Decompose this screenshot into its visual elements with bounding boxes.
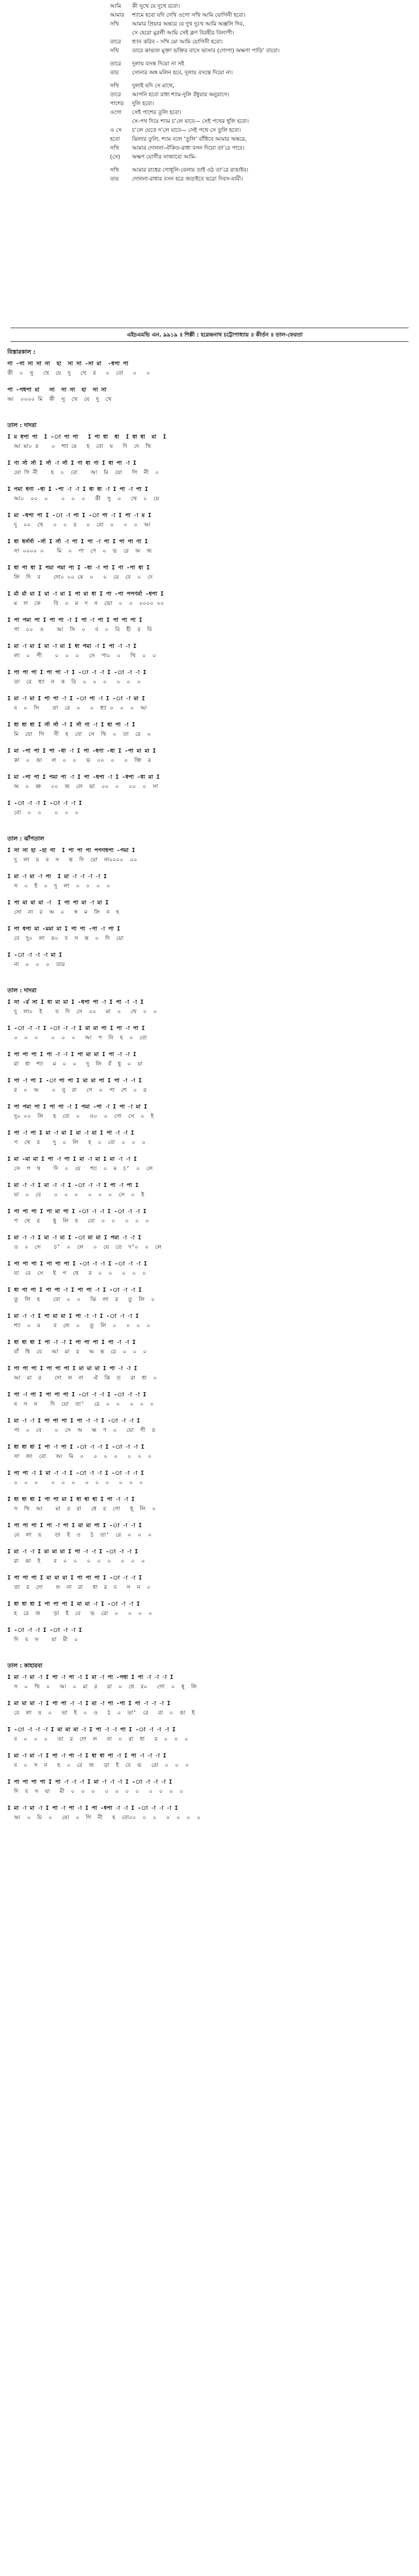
syllable-line: বো ০ ০ ০ ০ ০: [7, 810, 79, 816]
swara-line: I ধা পা পা I পা পা -া I পা পা -া I -া -া -া I: [7, 1287, 142, 1293]
lyric-text: আমার প্রিয়ার অন্তরে যে দুখ দুঃখ আমি অঞ্জলি দিব,: [132, 21, 245, 27]
lyric-speaker: তার: [110, 70, 119, 76]
lyric-speaker: [110, 117, 132, 126]
swara-line: I -া -া -া I -া -া -া I: [7, 1627, 82, 1633]
lyric-speaker: সখি: [110, 167, 119, 173]
syllable-line: ব ০ সি তা রে ০ ০ ধ্যা ০ ০ ০ আ: [7, 705, 147, 711]
swara-line: I পা মা মা মা -া I পা পা মা -া মা I: [7, 900, 109, 906]
lyric-line: [110, 99, 403, 108]
swara-line: I মা -া -া I পা মা মা I পা -া -া I -া -া -া I: [7, 1313, 139, 1319]
swara-line: I ধা ধা ধা I পা -া -া I পা পা পা I পা -া -া I: [7, 1339, 136, 1346]
swara-line: I -া -া -া -া মা I: [7, 952, 62, 958]
syllable-line: সা ০০০০ ০ মি ০ পা ণে ০ ভ রে অ জ: [7, 548, 152, 554]
lyric-text: অক্ষণ যোগীর সাজাবো আমি-: [132, 154, 197, 160]
notation-row: [7, 872, 412, 891]
lyric-speaker: হবো: [110, 136, 120, 142]
lyric-line: [110, 126, 403, 135]
section-label: বিস্তারকাল :: [7, 349, 36, 355]
lyric-text: ধ্যান করিব - সখি মো আমি যোগিনী হবো।: [132, 39, 223, 45]
notation-row: [7, 537, 412, 556]
swara-line: I মা -া মা -া I পা -া পা -া I ধা ধা পা -া I পা -া -া -া I: [7, 1753, 167, 1759]
swara-line: I ধা ধা ধা I পা -া পা I -া -া -া I -া -া -া I: [7, 1444, 145, 1450]
notation-row: [7, 1181, 412, 1200]
notation-row: [7, 385, 412, 404]
swara-line: I পা পা পা I পা পা পা I -া -া -া I -া -া -া I: [7, 1261, 147, 1267]
syllable-line: দু লা য় ব স ন্ত দি য়ো না০০০০ ০০: [7, 857, 137, 863]
lyric-speaker: সখি: [110, 145, 119, 151]
lyric-line: [110, 47, 403, 55]
notation-row: [7, 485, 412, 503]
syllable-line: ম ল কে বি ০ ম দ ন ভো ০ ০ ০০০০ ০০: [7, 600, 164, 607]
syllable-line: তু লি হ বো ০ ০ ঝি লা র তু লি ০: [7, 1296, 155, 1303]
syllable-line: স খি আ মা র রা ধে র গো ধূ লি ০: [7, 1506, 156, 1512]
lyric-speaker: সখি: [110, 48, 119, 54]
lyric-line: [110, 162, 403, 166]
syllable-line: রা ধা শ্যা ম ০ ০ দু লি বঁ ধু ০ য়া: [7, 1061, 143, 1067]
lyric-line: [110, 2, 403, 11]
lyric-line: [110, 82, 403, 91]
notation-row: [7, 458, 412, 477]
lyric-line: [110, 153, 403, 162]
lyric-line: [110, 91, 403, 99]
lyric-line: [110, 55, 403, 60]
swara-line: I মা -ধপা পা I -া -া পা I -া পা -া I পা -া ম I: [7, 512, 151, 519]
lyric-line: [110, 175, 403, 184]
syllable-line: কী ০ সু খে যে দু খে র ০ বো ০ ০: [7, 370, 150, 376]
syllable-line: ব ০ স ন হ ০ রে জ ড়া ই বে ভ রো ০ ০ ০: [7, 1762, 189, 1768]
syllable-line: বে লা য় ০ তা ই ০ ও ঠ ০ তা’ রে রা ০ ঙা ই: [7, 1710, 195, 1716]
syllable-line: তা রে ধ্যা ন ক রি ০ ০ ০ ০ ০ ০: [7, 679, 141, 685]
notation-row: [7, 799, 412, 817]
syllable-line: যো গি নী হ ০ বো আ মি যো গি নী ০: [7, 469, 159, 476]
syllable-line: লা ০ পী ০ ০ ০ সে পা০ ০ খি ০ ০: [7, 653, 156, 659]
syllable-line: সে প থ দি ০ য়ে শ্যা ০ ম চ’ ০ লে: [7, 1166, 153, 1172]
notation-row: [7, 1416, 412, 1435]
syllable-line: ব স ন দি য়ো তা’ রে ০ ০ ০ ০ ০: [7, 1401, 154, 1407]
swara-line: I -া -া -া I -া -া -া I: [7, 800, 82, 807]
syllable-line: লি দি ব দো০ ০০ ষে ০ ০ যে বে ০ দে: [7, 574, 153, 580]
syllable-line: বে দু০ লা য়০ ব স ন্ত ০ দি য়ো: [7, 935, 124, 942]
syllable-line: আ ০ মি ০ যো ০ গি নী হ বো০০ ০ ০ ০ ০ ০ ০: [7, 1815, 201, 1821]
lyric-line: [110, 20, 403, 29]
syllable-line: প থে র ধু লি হ বো ০ ০ ০ ০ ০: [7, 1218, 149, 1224]
notation-row: [7, 1364, 412, 1383]
lyric-speaker: ও সে: [110, 127, 122, 133]
lyric-line: [110, 135, 403, 144]
notation-row: [7, 846, 412, 865]
swara-line: I মা -া মা -া I পা -া পা -া I মা -া পা -পধা I পা -া -া -া I: [7, 1674, 173, 1681]
swara-line: I মা -া -া I পা পা পা I পা -া -া I -া -া -া I: [7, 1418, 140, 1424]
notation-row: [7, 1547, 412, 1566]
swara-line: I ণা র্সা র্সা I র্সা -া র্সা I ণা ধা ণা I ধা পা -া I: [7, 460, 137, 466]
notation-row: [7, 1699, 412, 1718]
swara-line: I মা -পা পা I পমা পা -া I পা -ধপা -া I -ধপা -ধা মা I: [7, 774, 160, 780]
syllable-line: বে লা য় তা ই ও ঠ তা’ রে ০ ০ ০: [7, 1532, 152, 1538]
notation-row: [7, 1573, 412, 1592]
swara-line: I পা -া পা I মা -া মা I মা -া মা I পা -া -া I: [7, 1130, 134, 1136]
syllable-line: যা ০ বে ০ ০ ০ ০ ০ ০ সে ০ ই: [7, 1192, 145, 1198]
lyric-text: দুলায় বসন্ত দিয়ো না সই: [132, 61, 184, 67]
notation-row: [7, 1599, 412, 1618]
lyric-line: [110, 38, 403, 47]
syllable-line: পা ০ বে ০ সে অ ক্ষ ণ ০ যো গী র: [7, 1427, 155, 1433]
syllable-line: ০ ০ ০ ০ ০ ০ ০ ০ ০ ০ ০ ০: [7, 1480, 143, 1486]
swara-line: I মা -া -া I মা মা মা I পা -া -া I -া -া -া I: [7, 1549, 138, 1555]
notation-row: [7, 898, 412, 917]
swara-line: পা -পধপা মা সা সা সা হা সা সা: [7, 387, 107, 393]
notation-row: [7, 359, 412, 378]
lyric-text: সেই পাশের তুলি হবো।: [132, 109, 182, 116]
lyric-speaker: সখি: [110, 83, 119, 89]
lyric-text: দুলি হবো।: [132, 100, 155, 107]
notation-row: [7, 1469, 412, 1487]
notation-row: [7, 1338, 412, 1357]
syllable-line: ০ ০ ০ ০ ০ ০ আ প নি হ ০ বো: [7, 1035, 147, 1041]
swara-line: I পমা ধণা -ধা I -পা -া -া I ধা ধা -া I পা -া পা I: [7, 486, 148, 492]
section-label: তাল : ঝাঁপতাল: [7, 835, 45, 842]
swara-line: I মা -মা মা I পা -া পা I মা -া মা I মা -া -া I: [7, 1156, 137, 1162]
syllable-line: প থে র দু ০ লি হ ০ বো ০ ০ ০: [7, 1139, 146, 1146]
swara-line: I পা পা পা I পা মা পা I -া -া -া I -া -া -া I: [7, 1208, 147, 1215]
lyric-speaker: আমার: [110, 12, 124, 18]
lyric-line: [110, 11, 403, 20]
lyric-speaker: তার: [110, 176, 119, 182]
swara-line: I মা -া মা I মা -া মা I ধা পমা -া I পা -া -া I: [7, 643, 137, 649]
swara-line: I পা পা -া I মা -া -া I -া -া -া I -া -া -া I: [7, 1470, 144, 1476]
syllable-line: আ মা র দো ল না ঐ কি ত রা ধা ০: [7, 1375, 157, 1381]
swara-line: I -া -া -া -া I মা মা মা -া I পা -া -া পা I -া -া -া -া I: [7, 1727, 176, 1733]
notation-row: [7, 1050, 412, 1069]
notation-row: [7, 1442, 412, 1461]
syllable-line: তা র দো ল না রা ধা র ব স ন ০: [7, 1584, 151, 1591]
lyric-speaker: আমি: [110, 3, 122, 9]
notation-row: [7, 1259, 412, 1278]
notation-row: [7, 432, 412, 451]
syllable-line: রা ঙা ই ব ০ ০ ০ ০ ০ ০ ০ ০: [7, 1558, 145, 1564]
syllable-line: গা ০০ ও আ সি ০ ব ০ বি হী র বি: [7, 626, 152, 633]
swara-line: I পা পা পা I পা পা পা I মা মা মা I পা -া -া I: [7, 1365, 137, 1372]
lyric-line: [110, 29, 403, 38]
divider-bottom: [10, 341, 409, 342]
swara-line: I ম ধপা পা I -া পা পা I পা ধা ধা I ধা ধা মা I: [7, 434, 167, 440]
notation-row: [7, 950, 412, 969]
notation-row: [7, 720, 412, 739]
record-meta: এইচএমভি এন. ৯৯১৯ ॥ শিল্পী : হরেন্দ্রনাথ চট্টোপাধ্যায় ॥ কীর্তন ॥ তাল-ফেরতা: [127, 332, 303, 338]
notation-row: [7, 1626, 412, 1644]
notation-row: [7, 998, 412, 1016]
lyric-text: সোনার অঙ্গ মলিন হবে, দুলায় বসন্তে দিয়ো না।: [132, 70, 233, 76]
swara-line: I সা -র্র সা I ধা মা মা I -ধপা পা -া I পা -া -া I: [7, 999, 144, 1005]
lyric-line: [110, 166, 403, 175]
swara-line: I মা -া -া I মা -া মা I -া মা মা I পমা -া -া I: [7, 1235, 141, 1241]
lyric-speaker: সখি: [110, 21, 119, 27]
notation-row: [7, 511, 412, 530]
notation-row: [7, 1390, 412, 1409]
lyric-line: [110, 69, 403, 77]
lyric-text: ঝিলার তুলি, শ্যাম বলে ‘তুলি’ বাঁধিবে আমার অন্তরে,: [132, 136, 247, 142]
notation-row: [7, 642, 412, 660]
notation-row: [7, 694, 412, 713]
lyric-text: আমার রাধের গোধূলি-বেলায় তাই ওঠ তা’রে রাঙাইব।: [132, 167, 249, 173]
swara-line: I ধা ধা ধা I পা পা পা I মা মা -া I -া -া -া I: [7, 1601, 140, 1607]
swara-line: I র্মা র্মা মা I মা -া মা I পা মা ধা I পা -পা পপণর্মা -ধপা I: [7, 591, 164, 597]
swara-line: I ধা ধর্সর্সা -র্সা I র্সা -া পা I পা -া পা I পা পা ণা I: [7, 539, 148, 545]
syllable-line: মি যো গি নী হ বো সে খি ০ তা রে ০: [7, 731, 151, 737]
syllable-line: আ মা০ র ০ শ্যা মে হ বো য দি দে খি: [7, 443, 151, 450]
section-label: তাল : দাদরা: [7, 987, 37, 994]
syllable-line: আ০ ০০ ০ ০ ০ ০ কী সু ০ খে ০ যে: [7, 496, 159, 502]
lyric-speaker: [110, 29, 132, 38]
notation-row: [7, 1285, 412, 1304]
lyric-text: চ’লে যেতে দ’লে যাবে— সেই পথে সে তুলি হবো।: [132, 127, 241, 133]
syllable-line: আ ০০০০ মি কী সু খে যে দু খে: [7, 396, 112, 402]
lyric-text: কী সুখে যে দুখে রবো।: [132, 3, 180, 9]
swara-line: I মা -া -া I মা -া -া I -া -া -া I পা -া পা I: [7, 1182, 139, 1189]
lyric-line: [110, 144, 403, 153]
syllable-line: সা জা বো আ মি ০ ০ ০ ০ ০ ০ ০: [7, 1453, 152, 1460]
syllable-line: অ ০ শ্রু ০০ জ লে ভা ০০ ০ ০০ ০ সা: [7, 783, 158, 790]
lyric-text: আপনি হবো রাধা শ্যাম-দুলি বঁধুয়ার অনুরাগে।: [132, 92, 229, 98]
syllable-line: হ রে জ ড়া ই বে ভ রো ০ ০ ০ ০: [7, 1610, 152, 1617]
syllable-line: কা ০ ঙা ল ০ ০ ভ ০০ ০ ০ ক্তি র: [7, 757, 151, 764]
swara-line: I পা পমা পা I পা পা -া I পমা -পা -া I পা -া মা I: [7, 1104, 147, 1110]
lyric-text: শ্যামে হবো যদি দেখি ওগো সখি আমি যোগিনী হবো।: [132, 12, 246, 18]
swara-line: I ধা ধা ধা I র্সা র্সা -া I র্সা ণা -া I ধা পা -া I: [7, 722, 135, 728]
swara-line: I মা -পা পা I পা -ধা -া I পা -ধণা -ধা I -পা মা মা I: [7, 748, 156, 754]
notation-row: [7, 1312, 412, 1330]
notation-row: [7, 1076, 412, 1095]
notation-row: [7, 746, 412, 765]
notation-row: [7, 1233, 412, 1252]
swara-line: I পা ধপা মা -মমা মা I পা পা -পা -া পা I: [7, 926, 120, 932]
lyric-text: দোলনা-রাধার বসন হরে জড়াইবে ভরো দিবস-যামী।: [132, 176, 243, 182]
lyric-speaker: ওগো: [110, 109, 122, 116]
swara-line: I পা পা পা I পা -া পা I মা মা পা I -া -া -া I: [7, 1522, 142, 1529]
lyric-line: [110, 108, 403, 117]
syllable-line: না ০ ০ ০ তার: [7, 961, 65, 968]
notation-row: [7, 668, 412, 687]
syllable-line: স ০ খি ০ আ ০ মা র রা ০ ধে র০ গো ০ ধূ লি: [7, 1684, 197, 1690]
notation-row: [7, 589, 412, 608]
lyric-speaker: (সে): [110, 154, 120, 160]
swara-line: I পা পমা পা I পা পা -া I পা -া পা I পা পা পা I: [7, 617, 142, 623]
lyric-speaker: তারে: [110, 61, 121, 67]
lyrics-block: [110, 2, 403, 184]
lyric-text: সে-পথ দিয়ে শ্যাম চ’লে যাবে— সেই পথের ধূলি হবো।: [132, 118, 249, 125]
swara-line: I মা -া মা -া I পা -া পা -া I পা -ধপা -া -া I -া -া -া -া I: [7, 1805, 178, 1811]
notation-row: [7, 1804, 412, 1822]
swara-line: গা -গা সা সা সা হা সা সা -সা মা -ধপা পা: [7, 361, 128, 367]
lyric-line: [110, 60, 403, 69]
notation-row: [7, 1777, 412, 1796]
syllable-line: দু লা০ ই য দি সে ০০ মা ০ থে ০ ০: [7, 1009, 157, 1015]
notation-row: [7, 772, 412, 791]
swara-line: I -া -া -া I -া -া -া I মা মা পা I পা -া পা I: [7, 1025, 145, 1032]
syllable-line: দি ব স যা মী ০: [7, 1637, 78, 1643]
notation-row: [7, 563, 412, 582]
syllable-line: সো না র অ ০ ঙ্গ ম লি ন হ: [7, 909, 119, 915]
swara-line: I পা -া পা I -া পা পা I মা মা পা I পা -া -া I: [7, 1078, 142, 1084]
syllable-line: ও ০ সে চ’ ০ লে ০ যে তে দ’০ ০ লে: [7, 1244, 162, 1250]
swara-line: I পা পা পা I পা পা -া I -া -া -া I -া -া -া I: [7, 669, 147, 676]
notation-row: [7, 1155, 412, 1173]
notation-row: [7, 1024, 412, 1043]
syllable-line: বাঁ ধি বে আ মা র অ ন্ত রে ০ ০ ০: [7, 1349, 147, 1355]
notation-row: [7, 924, 412, 943]
syllable-line: দু০ ০০ লি হ বো ০ ও০ ০ গো সে ০ ই: [7, 1113, 154, 1119]
syllable-line: দি ব স যা মী ০ ০ ০ ০ ০ ০ ০ ০ ০ ০ ০: [7, 1788, 183, 1795]
notation-row: [7, 1128, 412, 1147]
syllable-line: দু ০০ খে ০ ০ র ০ বো ০ ০ ০ আ: [7, 522, 151, 528]
swara-line: I মা -া মা I পা পা -া I -া পা -া I -া -া মা I: [7, 696, 145, 702]
syllable-line: শ্যা ০ ম ব লে ০ তু লি ০ ০ ০ ০: [7, 1323, 150, 1329]
lyric-line: [110, 117, 403, 126]
swara-line: I পা পা পা I পা -া -া I পা মা মা I পা -া -া I: [7, 1051, 137, 1058]
lyric-text: তারে কাঙাল মুক্তা ভক্তির বাসে ভাসাব (গোপা) অক্ষণা পাড়ি’ বাবো।: [132, 48, 280, 54]
notation-row: [7, 615, 412, 634]
lyric-speaker: তারে: [110, 92, 121, 98]
swara-line: I পা পা পা I মা মা মা I পা পা পা I -া -া -া I: [7, 1575, 142, 1581]
lyric-text: আমার দোলনা-ঐকিত-রাধা বসন দিয়ো তা’রে পাবে।: [132, 145, 245, 151]
notation-row: [7, 1102, 412, 1121]
lyric-speaker: পাশের: [110, 100, 124, 107]
section-label: তাল : কাহারবা: [7, 1662, 42, 1669]
swara-line: I পা -া পা I পা পা পা I -া -া -া I -া -া -া I: [7, 1392, 147, 1398]
notation-row: [7, 1751, 412, 1770]
notation-row: [7, 1207, 412, 1226]
notation-row: [7, 1725, 412, 1744]
section-label: তাল : দাদরা: [7, 422, 37, 429]
swara-line: I পা পা পা পা I পা -া -া -া I মা -া -া -া I -া -া -া -া I: [7, 1779, 172, 1785]
swara-line: I মা মা মা -া I পা পা -া -া I মা -া পা -পা I পা -া -া -া I: [7, 1700, 171, 1707]
lyric-line: [110, 77, 403, 82]
lyric-text: সে হেরো মুরলী আমি সেই ক্লণ বিরহীর বিলাপী।: [132, 30, 234, 36]
notation-row: [7, 1495, 412, 1514]
notation-row: [7, 1521, 412, 1540]
notation-row: [7, 1673, 412, 1692]
syllable-line: ব ০ ০ ০ তা র দো ল না ০ রা ধা র ০ ০ ০: [7, 1736, 189, 1742]
lyric-text: দুলাই যদি সে মাথে,: [132, 83, 174, 89]
syllable-line: স ০ ই ০ দু লা ০ ০ ০ ০: [7, 883, 111, 889]
swara-line: I ধা পা ধা I পমা পমা পা I -ধা -া পা I ণা -পা ধা I: [7, 565, 150, 571]
lyric-speaker: তারে: [110, 39, 121, 45]
syllable-line: র ০ অ ০ নু রা গে ০ পা শে ০ র: [7, 1087, 147, 1093]
swara-line: I ধা ধা ধা I পা পা মা I ধা ধা ধা I পা -া -া I: [7, 1496, 135, 1503]
syllable-line: যা বে সে ই প থে র ০ ০ ০ ০ ০: [7, 1270, 146, 1276]
swara-line: I মা -া মা -া পা I মা -া -া -া -া I: [7, 873, 107, 880]
swara-line: I সা সা হা -হা গা I পা পা পা পপণধপা -পমা I: [7, 847, 135, 854]
